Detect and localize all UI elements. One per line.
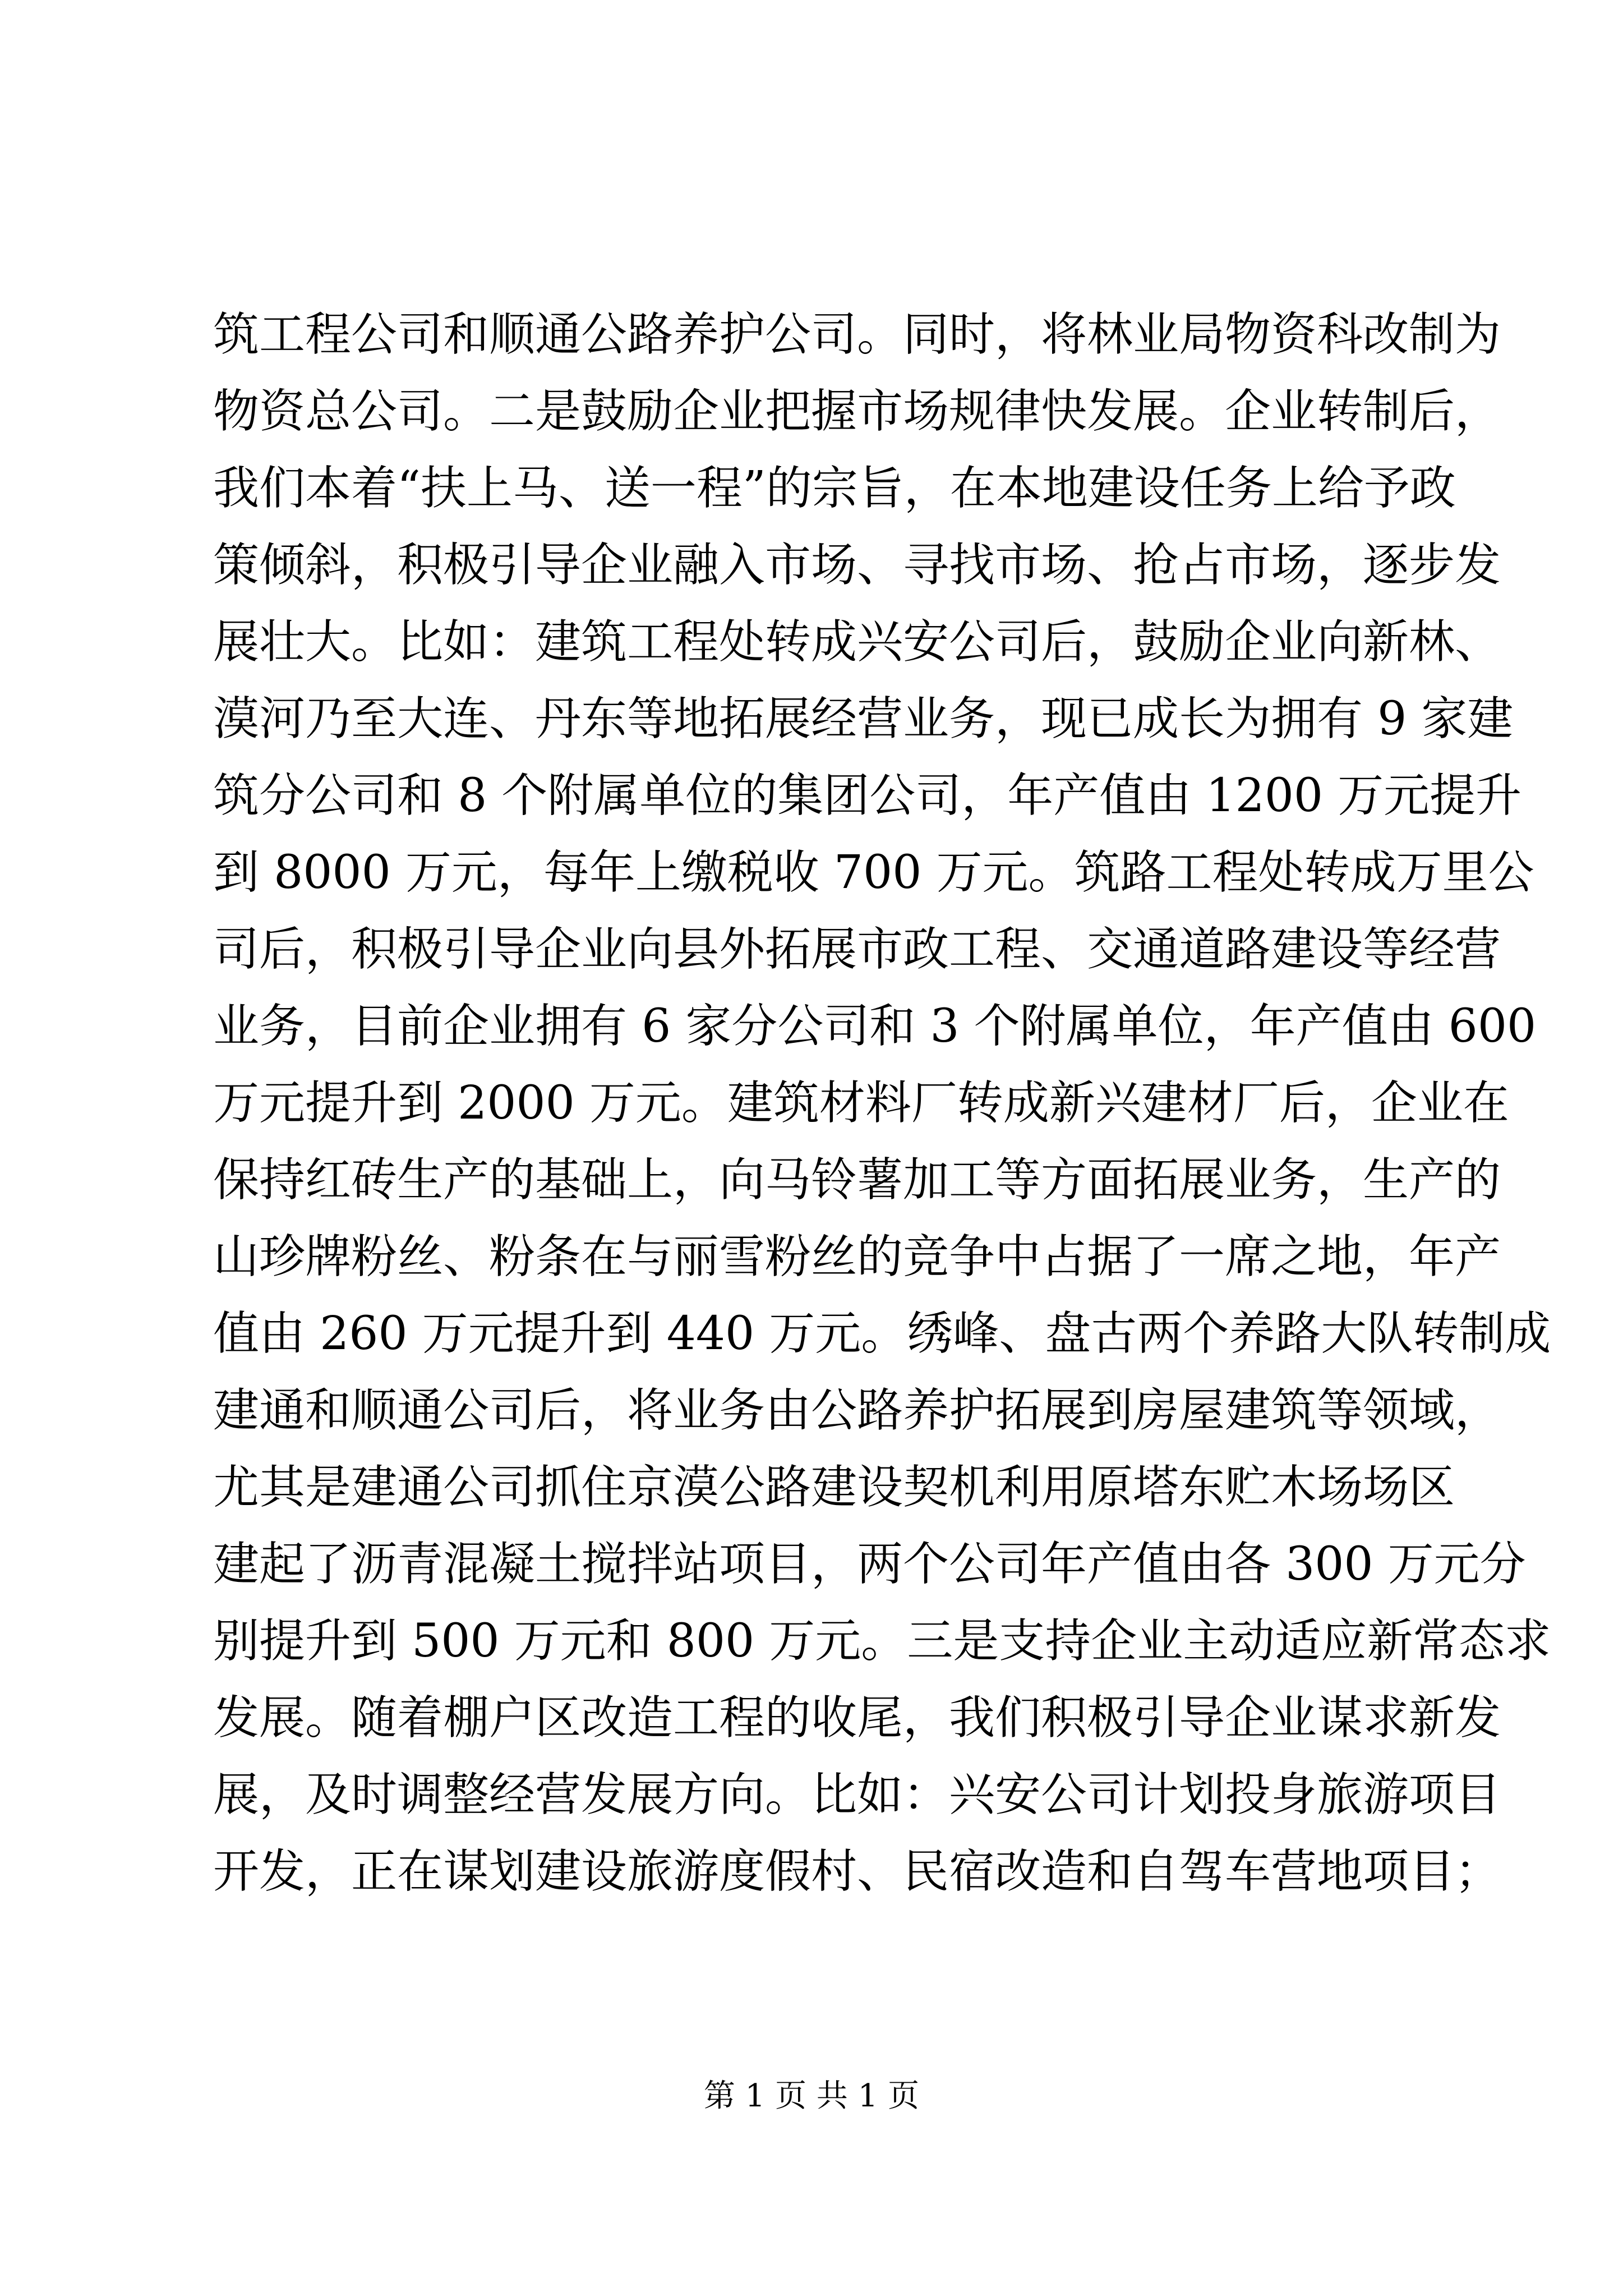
text-line: 山珍牌粉丝、粉条在与丽雪粉丝的竞争中占据了一席之地，年产	[213, 1230, 1501, 1283]
text-line: 业务，目前企业拥有 6 家分公司和 3 个附属单位，年产值由 600	[213, 1000, 1537, 1053]
text-line: 建通和顺通公司后，将业务由公路养护拓展到房屋建筑等领域，	[213, 1384, 1501, 1437]
text-line: 保持红砖生产的基础上，向马铃薯加工等方面拓展业务，生产的	[213, 1153, 1501, 1207]
text-line: 筑分公司和 8 个附属单位的集团公司，年产值由 1200 万元提升	[213, 769, 1522, 822]
text-line: 司后，积极引导企业向县外拓展市政工程、交通道路建设等经营	[213, 923, 1501, 976]
text-line: 到 8000 万元，每年上缴税收 700 万元。筑路工程处转成万里公	[213, 846, 1534, 899]
text-line: 展壮大。比如：建筑工程处转成兴安公司后，鼓励企业向新林、	[213, 615, 1501, 669]
text-line: 策倾斜，积极引导企业融入市场、寻找市场、抢占市场，逐步发	[213, 539, 1501, 592]
text-line: 发展。随着棚户区改造工程的收尾，我们积极引导企业谋求新发	[213, 1691, 1501, 1745]
text-line: 展，及时调整经营发展方向。比如：兴安公司计划投身旅游项目	[213, 1768, 1501, 1821]
text-line: 值由 260 万元提升到 440 万元。绣峰、盘古两个养路大队转制成	[213, 1307, 1551, 1360]
text-line: 万元提升到 2000 万元。建筑材料厂转成新兴建材厂后，企业在	[213, 1076, 1509, 1130]
text-line: 筑工程公司和顺通公路养护公司。同时，将林业局物资科改制为	[213, 308, 1501, 361]
text-line: 物资总公司。二是鼓励企业把握市场规律快发展。企业转制后，	[213, 385, 1501, 438]
text-line: 开发，正在谋划建设旅游度假村、民宿改造和自驾车营地项目；	[213, 1845, 1501, 1898]
text-line: 建起了沥青混凝土搅拌站项目，两个公司年产值由各 300 万元分	[213, 1538, 1526, 1591]
text-line: 尤其是建通公司抓住京漠公路建设契机利用原塔东贮木场场区	[213, 1461, 1455, 1514]
text-line: 别提升到 500 万元和 800 万元。三是支持企业主动适应新常态求	[213, 1614, 1551, 1668]
page-number: 第 1 页 共 1 页	[703, 2078, 920, 2114]
text-line: 我们本着“扶上马、送一程”的宗旨，在本地建设任务上给予政	[213, 462, 1456, 515]
body-paragraph	[213, 296, 1551, 1910]
text-line: 漠河乃至大连、丹东等地拓展经营业务，现已成长为拥有 9 家建	[213, 692, 1514, 746]
page-footer	[0, 2077, 1623, 2116]
